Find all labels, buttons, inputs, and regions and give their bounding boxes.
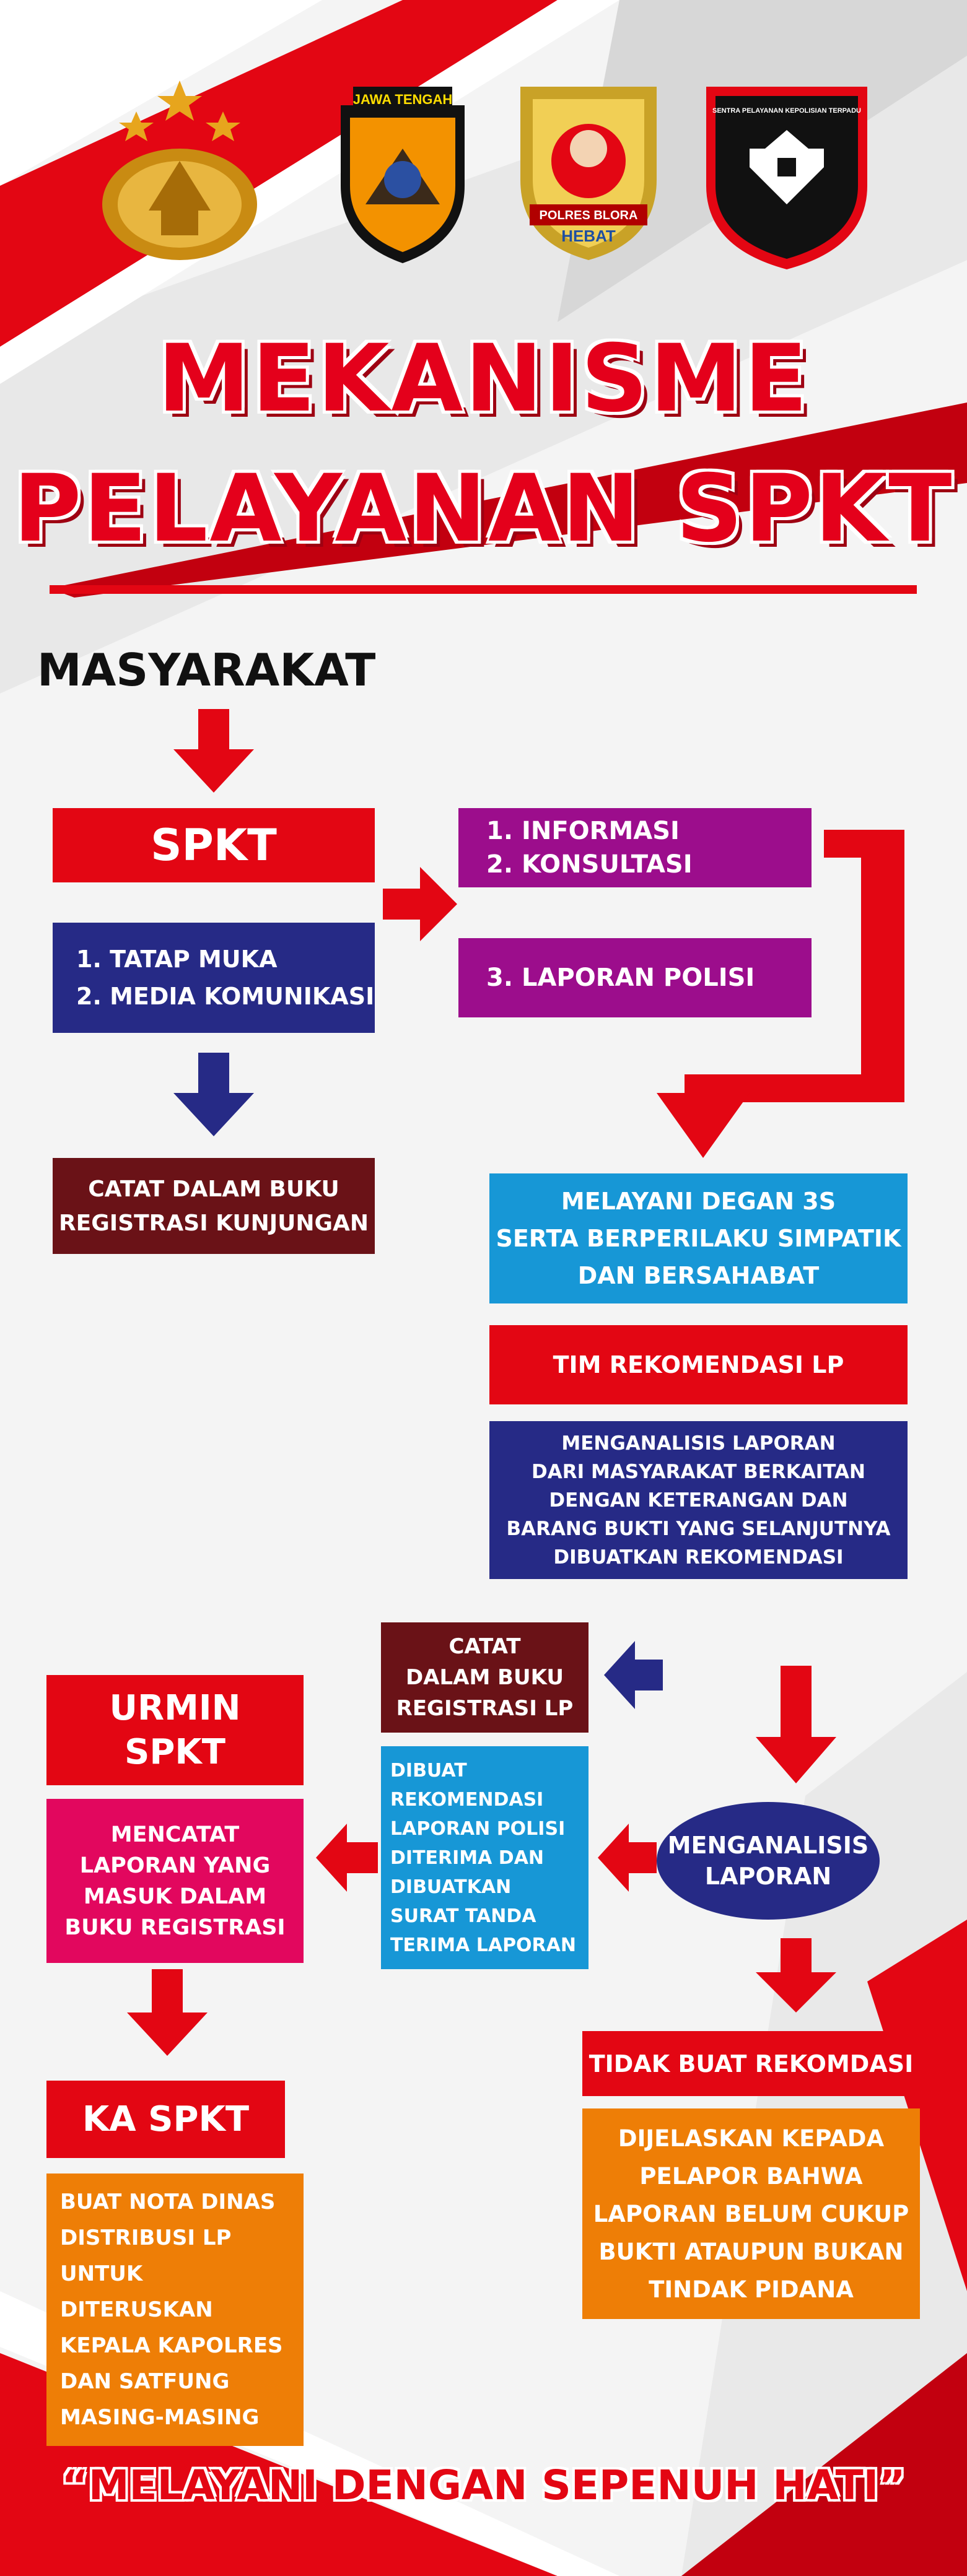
jawa-tengah-logo (328, 80, 477, 266)
arrow-down-ka-spkt (127, 1969, 208, 2056)
catat-kunjungan-box (53, 1158, 375, 1254)
slogan-text: “MELAYANI DENGAN SEPENUH HATI” (61, 2461, 906, 2509)
menganalisis-detail-line-3: DENGAN KETERANGAN DAN (549, 1489, 848, 1512)
catat-lp-line-1: CATAT (448, 1634, 521, 1659)
arrow-left-dibuat (316, 1824, 378, 1892)
menganalisis-detail-line-5: DIBUATKAN REKOMENDASI (553, 1546, 844, 1569)
mode-media-komunikasi: 2. MEDIA KOMUNIKASI (76, 983, 375, 1010)
polres-blora-logo (508, 74, 669, 266)
spkt-logo-label: SENTRA PELAYANAN KEPOLISIAN TERPADU (712, 107, 861, 115)
arrow-left-catat-lp (604, 1641, 663, 1709)
tidak-buat-box: TIDAK BUAT REKOMDASI (582, 2031, 920, 2096)
mencatat-box (46, 1799, 304, 1963)
mencatat-line-3: MASUK DALAM (83, 1884, 267, 1909)
nota-line-7: MASING-MASING (60, 2405, 260, 2430)
menganalisis-detail-line-1: MENGANALISIS LAPORAN (561, 1432, 836, 1455)
nota-line-1: BUAT NOTA DINAS (60, 2190, 276, 2214)
dibuat-line-6: SURAT TANDA (390, 1905, 536, 1927)
menganalisis-laporan-ellipse (657, 1802, 880, 1920)
services-info-box (458, 808, 812, 887)
title-line-2: PELAYANAN SPKT (13, 455, 954, 563)
dijelaskan-line-4: BUKTI ATAUPUN BUKAN (598, 2238, 904, 2265)
nota-dinas-box (46, 2174, 304, 2446)
arrow-left-menganalisis (598, 1824, 657, 1892)
dibuat-line-3: LAPORAN POLISI (390, 1817, 566, 1840)
mencatat-line-1: MENCATAT (110, 1822, 240, 1847)
dijelaskan-line-5: TINDAK PIDANA (649, 2276, 854, 2303)
dijelaskan-line-3: LAPORAN BELUM CUKUP (593, 2200, 909, 2227)
melayani-3s-line-2: SERTA BERPERILAKU SIMPATIK (496, 1225, 901, 1252)
urmin-spkt-line-2: SPKT (125, 1732, 225, 1772)
spkt-logo (700, 74, 873, 272)
urmin-spkt-line-1: URMIN (109, 1688, 241, 1728)
catat-kunjungan-line-2: REGISTRASI KUNJUNGAN (58, 1210, 369, 1236)
ka-spkt-box: KA SPKT (46, 2081, 285, 2158)
dibuat-line-4: DITERIMA DAN (390, 1847, 545, 1869)
menganalisis-laporan-line-1: MENGANALISIS (667, 1832, 869, 1859)
arrow-down-right-column (756, 1666, 836, 1783)
jawa-tengah-label: JAWA TENGAH (352, 92, 453, 107)
spkt-modes-box (53, 923, 375, 1033)
dijelaskan-line-1: DIJELASKAN KEPADA (618, 2125, 885, 2152)
dibuat-rekomendasi-box (381, 1746, 589, 1969)
arrow-down-tidak-buat (756, 1938, 836, 2012)
catat-lp-box (381, 1622, 589, 1733)
dibuat-line-5: DIBUATKAN (390, 1876, 512, 1898)
urmin-spkt-box (46, 1675, 304, 1785)
mencatat-line-2: LAPORAN YANG (79, 1853, 271, 1878)
melayani-3s-line-3: DAN BERSAHABAT (577, 1262, 820, 1289)
arrow-down-masyarakat (173, 709, 254, 793)
tim-rekomendasi-box: TIM REKOMENDASI LP (489, 1325, 908, 1404)
nota-line-6: DAN SATFUNG (60, 2369, 230, 2394)
nota-line-5: KEPALA KAPOLRES (60, 2333, 283, 2358)
menganalisis-detail-box (489, 1421, 908, 1579)
service-informasi: 1. INFORMASI (486, 817, 680, 845)
spkt-box: SPKT (53, 808, 375, 882)
title-line-1: MEKANISME (157, 325, 810, 433)
mode-tatap-muka: 1. TATAP MUKA (76, 946, 278, 973)
masyarakat-label: MASYARAKAT (37, 644, 376, 696)
nota-line-3: UNTUK (60, 2261, 143, 2286)
mencatat-line-4: BUKU REGISTRASI (64, 1915, 286, 1940)
catat-lp-line-3: REGISTRASI LP (396, 1696, 574, 1721)
service-konsultasi: 2. KONSULTASI (486, 850, 693, 879)
menganalisis-detail-line-4: BARANG BUKTI YANG SELANJUTNYA (506, 1517, 891, 1540)
dibuat-line-1: DIBUAT (390, 1759, 467, 1782)
nota-line-2: DISTRIBUSI LP (60, 2226, 232, 2250)
arrow-right-spkt (383, 867, 457, 941)
melayani-3s-line-1: MELAYANI DEGAN 3S (561, 1188, 836, 1215)
polri-emblem-logo (93, 68, 266, 272)
dijelaskan-box (582, 2108, 920, 2319)
dijelaskan-line-2: PELAPOR BAHWA (639, 2162, 863, 2190)
catat-kunjungan-line-1: CATAT DALAM BUKU (88, 1176, 339, 1202)
menganalisis-detail-line-2: DARI MASYARAKAT BERKAITAN (532, 1460, 865, 1483)
laporan-polisi-box: 3. LAPORAN POLISI (458, 938, 812, 1017)
dibuat-line-7: TERIMA LAPORAN (390, 1934, 576, 1956)
hebat-label: HEBAT (561, 227, 616, 245)
dibuat-line-2: REKOMENDASI (390, 1788, 544, 1811)
arrow-down-navy (173, 1053, 254, 1136)
nota-line-4: DITERUSKAN (60, 2297, 213, 2322)
catat-lp-line-2: DALAM BUKU (405, 1665, 564, 1690)
menganalisis-laporan-line-2: LAPORAN (704, 1863, 832, 1890)
melayani-3s-box (489, 1173, 908, 1303)
polres-blora-label: POLRES BLORA (539, 209, 638, 222)
